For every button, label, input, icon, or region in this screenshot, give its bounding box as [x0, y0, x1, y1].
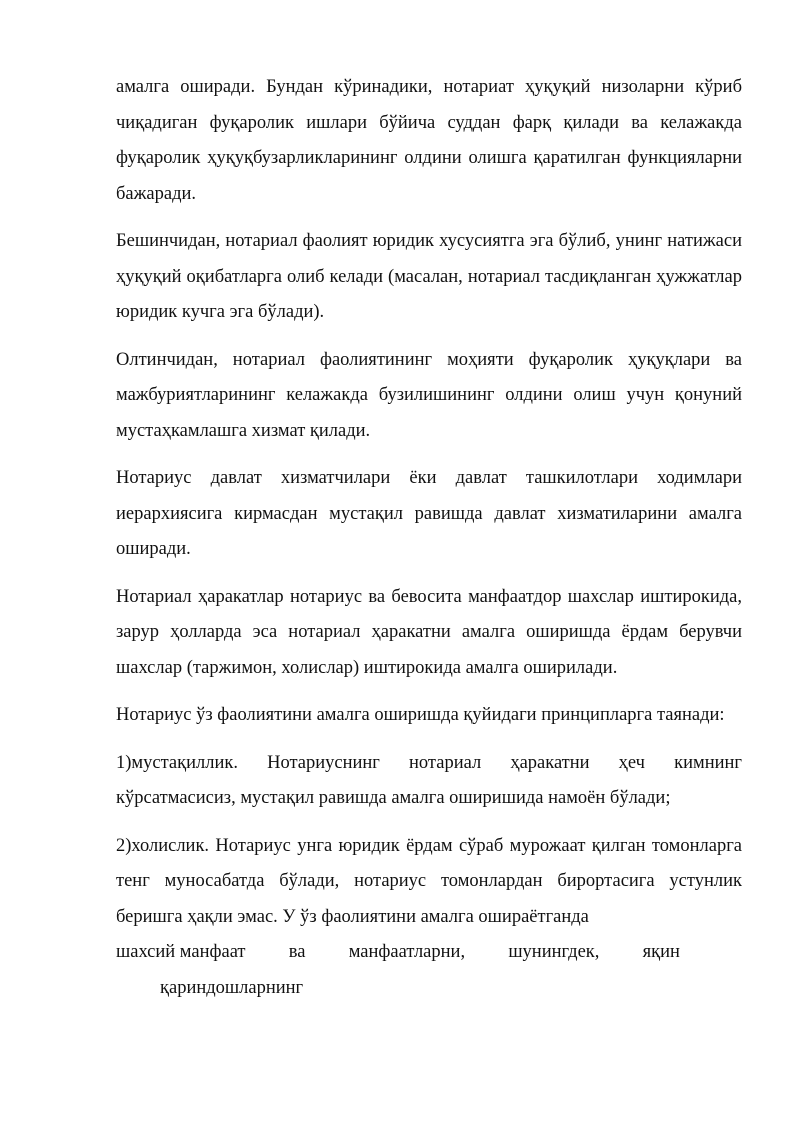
- list-item-1: [116, 746, 742, 817]
- paragraph-5: Нотариал ҳаракатлар нотариус ва бевосита манфаатдор шахслар иштирокида, зарур ҳолларда эса нотариал ҳаракатни амалга оширишда ёрдам берувчи шахслар (таржимон, холислар) иштирокида амалга оширилади.: [116, 586, 742, 678]
- line-word: манфаатларни,: [348, 942, 466, 962]
- line-word: яқин: [642, 942, 680, 962]
- document-page: [116, 70, 742, 1006]
- broken-line: [116, 935, 680, 971]
- line-word: шахсий манфаат: [116, 942, 246, 962]
- line-word: ва: [288, 942, 306, 962]
- paragraph-1: амалга оширади. Бундан кўринадики, нотариат ҳуқуқий низоларни кўриб чиқадиган фуқаролик ишлари бўйича суддан фарқ қилади ва келажакда фуқаролик ҳуқуқбузарликларининг олдини олишга қаратилган функцияларни бажаради.: [116, 77, 742, 204]
- paragraph-6: Нотариус ўз фаолиятини амалга оширишда қуйидаги принципларга таянади:: [116, 705, 725, 725]
- line-word: шунингдек,: [508, 942, 600, 962]
- list-text: мустақиллик. Нотариуснинг нотариал ҳаракатни ҳеч кимнинг кўрсатмасисиз, мустақил равишда амалга оширишида намоён бўлади;: [116, 752, 742, 808]
- final-line: қариндошларнинг: [160, 977, 304, 998]
- list-item-2: [116, 829, 742, 936]
- paragraph-3: Олтинчидан, нотариал фаолиятининг моҳияти фуқаролик ҳуқуқлари ва мажбуриятларининг келажакда бузилишининг олдини олиш учун қонуний мустаҳкамлашга хизмат қилади.: [116, 349, 742, 441]
- paragraph-2: Бешинчидан, нотариал фаолият юридик хусусиятга эга бўлиб, унинг натижаси ҳуқуқий оқибатларга олиб келади (масалан, нотариал тасдиқланган ҳужжатлар юридик кучга эга бўлади).: [116, 231, 742, 322]
- list-number: 2): [116, 835, 132, 856]
- list-number: 1): [116, 752, 132, 773]
- list-text: холислик. Нотариус унга юридик ёрдам сўраб мурожаат қилган томонларга тенг муносабатда бўлади, нотариус томонлардан бирортасига устунлик беришга ҳақли эмас. У ўз фаолиятини амалга ошираётганда: [116, 835, 742, 927]
- paragraph-4: Нотариус давлат хизматчилари ёки давлат ташкилотлари ходимлари иерархиясига кирмасдан мустақил равишда давлат хизматиларини амалга оширади.: [116, 468, 742, 559]
